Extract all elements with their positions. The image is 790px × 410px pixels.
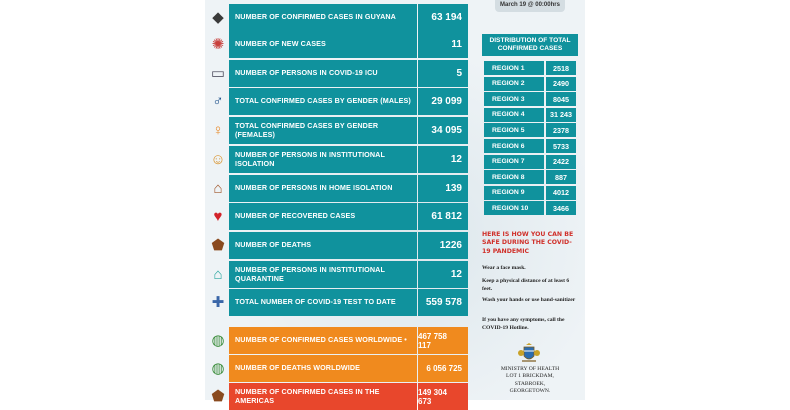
stat-row	[205, 60, 468, 87]
safety-tip: Keep a physical distance of at least 6 feet.	[482, 278, 570, 292]
stat-value: 61 812	[418, 203, 468, 230]
stat-value: 12	[418, 261, 468, 288]
stat-value: 29 099	[418, 88, 468, 115]
region-value: 2422	[546, 155, 576, 169]
region-value: 2490	[546, 77, 576, 91]
stat-label: TOTAL NUMBER OF COVID-19 TEST TO DATE	[229, 289, 417, 316]
stat-row	[205, 175, 468, 202]
safety-tip: Wear a face mask.	[482, 265, 526, 271]
stat-row	[205, 88, 468, 115]
stat-value: 1226	[418, 232, 468, 259]
icu-monitor-icon: ▭	[210, 64, 226, 82]
coat-of-arms-icon	[516, 343, 542, 365]
region-row	[484, 170, 576, 184]
region-row	[484, 155, 576, 169]
stat-label: NUMBER OF PERSONS IN COVID-19 ICU	[229, 60, 417, 87]
region-name: REGION 2	[484, 77, 544, 91]
virus-icon: ✺	[211, 35, 225, 53]
stat-value: 5	[418, 60, 468, 87]
stat-value: 34 095	[418, 117, 468, 144]
region-row	[484, 92, 576, 106]
region-row	[484, 123, 576, 137]
stat-label: NUMBER OF RECOVERED CASES	[229, 203, 417, 230]
region-value: 8045	[546, 92, 576, 106]
region-row	[484, 201, 576, 215]
safety-tip: If you have any symptoms, call the COVID-19 Hotline.	[482, 317, 565, 331]
stat-row	[205, 117, 468, 144]
region-name: REGION 10	[484, 201, 544, 215]
region-row	[484, 139, 576, 153]
house-icon: ⌂	[213, 179, 223, 197]
date-note: March 19 @ 00:00hrs	[495, 0, 565, 12]
stat-label: NUMBER OF DEATHS	[229, 232, 417, 259]
stat-label: NUMBER OF NEW CASES	[229, 31, 417, 58]
guyana-map-icon: ◆	[212, 8, 224, 26]
stat-row	[205, 146, 468, 173]
heart-icon: ♥	[213, 207, 223, 225]
ministry-address	[482, 366, 578, 395]
region-value: 5733	[546, 139, 576, 153]
region-name: REGION 9	[484, 186, 544, 200]
stat-value: 149 304 673	[418, 383, 468, 410]
region-row	[484, 77, 576, 91]
region-value: 2518	[546, 61, 576, 75]
region-value: 887	[546, 170, 576, 184]
region-name: REGION 4	[484, 108, 544, 122]
stat-row	[205, 383, 468, 410]
globe-icon: ◍	[211, 359, 225, 377]
stat-label: TOTAL CONFIRMED CASES BY GENDER (FEMALES)	[229, 117, 417, 144]
region-name: REGION 5	[484, 123, 544, 137]
stat-label: NUMBER OF CONFIRMED CASES WORLDWIDE •	[229, 327, 417, 354]
nurse-icon: ☺	[210, 150, 226, 168]
stat-row	[205, 289, 468, 316]
stat-value: 12	[418, 146, 468, 173]
address-line: LOT 1 BRICKDAM,	[506, 373, 554, 380]
region-value: 3466	[546, 201, 576, 215]
stat-value: 11	[418, 31, 468, 58]
region-value: 2378	[546, 123, 576, 137]
stat-value: 559 578	[418, 289, 468, 316]
region-value: 31 243	[546, 108, 576, 122]
globe-icon: ◍	[211, 331, 225, 349]
stat-label: NUMBER OF PERSONS IN HOME ISOLATION	[229, 175, 417, 202]
coffin-icon: ⬟	[211, 387, 225, 405]
stat-label: NUMBER OF PERSONS IN INSTITUTIONAL QUARANTINE	[229, 261, 417, 288]
stat-label: NUMBER OF PERSONS IN INSTITUTIONAL ISOLATION	[229, 146, 417, 173]
stat-row	[205, 261, 468, 288]
address-line: STABROEK,	[514, 380, 546, 387]
region-row	[484, 61, 576, 75]
covid-dashboard-poster	[205, 0, 585, 406]
region-row	[484, 186, 576, 200]
stat-label: NUMBER OF CONFIRMED CASES IN GUYANA	[229, 4, 417, 31]
male-icon: ♂	[212, 92, 224, 110]
stat-row	[205, 232, 468, 259]
region-name: REGION 6	[484, 139, 544, 153]
ministry-name: MINISTRY OF HEALTH	[500, 366, 560, 372]
coffin-icon: ⬟	[211, 236, 225, 254]
safety-tip: Wash your hands or use hand-sanitizer	[482, 297, 576, 303]
quarantine-house-icon: ⌂	[213, 265, 223, 283]
region-name: REGION 7	[484, 155, 544, 169]
address-line: GEORGETOWN.	[509, 387, 551, 394]
region-name: REGION 3	[484, 92, 544, 106]
region-name: REGION 8	[484, 170, 544, 184]
stat-row	[205, 355, 468, 382]
stat-row	[205, 327, 468, 354]
test-icon: ✚	[211, 293, 225, 311]
female-icon: ♀	[212, 121, 224, 139]
stat-row	[205, 203, 468, 230]
stat-row	[205, 4, 468, 31]
safety-heading: HERE IS HOW YOU CAN BE SAFE DURING THE COVID-19 PANDEMIC	[482, 231, 574, 255]
stat-value: 63 194	[418, 4, 468, 31]
distribution-title: DISTRIBUTION OF TOTAL CONFIRMED CASES	[482, 34, 578, 56]
region-value: 4012	[546, 186, 576, 200]
stat-label: NUMBER OF DEATHS WORLDWIDE	[229, 355, 417, 382]
stat-label: TOTAL CONFIRMED CASES BY GENDER (MALES)	[229, 88, 417, 115]
region-row	[484, 108, 576, 122]
stat-value: 467 758 117	[418, 327, 468, 354]
stat-label: NUMBER OF CONFIRMED CASES IN THE AMERICAS	[229, 383, 417, 410]
stat-value: 6 056 725	[418, 355, 468, 382]
stat-row	[205, 31, 468, 58]
region-name: REGION 1	[484, 61, 544, 75]
stat-value: 139	[418, 175, 468, 202]
